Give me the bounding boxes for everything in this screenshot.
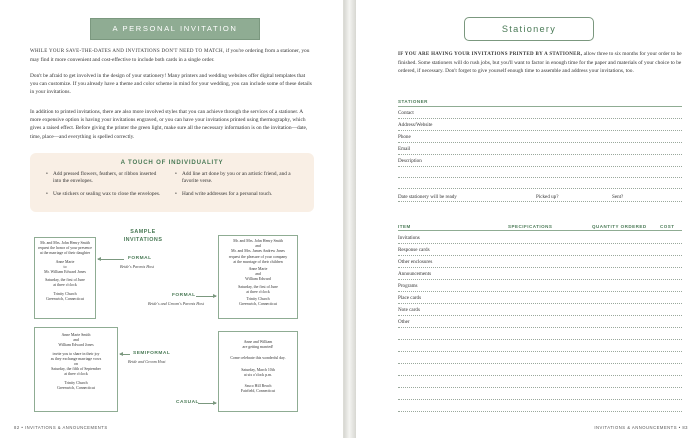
card-line: at the marriage of their children <box>233 259 283 264</box>
table-row-line[interactable] <box>398 399 682 400</box>
paragraph-design: Don't be afraid to get involved in the design of your stationery! Many printers and wedding websites offer digital templates that you can customize. If you already have a theme and color scheme in mind for your wedding, you can include some of these details in your invitations. <box>30 73 312 96</box>
tip-bullet: • Add pressed flowers, feathers, or ribbon inserted into the envelopes. <box>46 171 164 186</box>
card-line: Saturday, the first of June <box>45 278 85 283</box>
paragraph-intro <box>30 47 314 64</box>
table-row-line[interactable] <box>398 375 682 376</box>
card-line: Anne and William <box>243 340 273 344</box>
table-row-line[interactable] <box>398 267 682 268</box>
label-casual: CASUAL <box>176 400 199 405</box>
card-line: Saturday, the first of June <box>238 284 278 289</box>
card-line: Come celebrate this wonderful day. <box>230 356 286 361</box>
field-label-contact: Contact <box>398 110 414 116</box>
arrow-casual <box>198 403 216 404</box>
card-line: Sasco Hill Beach <box>244 384 272 389</box>
table-header-item: ITEM <box>398 224 411 229</box>
card-line: Anne Marie <box>248 267 268 272</box>
card-line: as they exchange marriage vows <box>50 356 102 361</box>
table-row-note-cards: Note cards <box>398 307 420 313</box>
card-line: on <box>74 362 78 367</box>
invitation-card-formal <box>34 237 96 319</box>
invitation-card-semiformal <box>34 327 118 412</box>
table-header-quantity: QUANTITY ORDERED <box>592 224 647 229</box>
paragraph-lead: WHILE YOUR SAVE-THE-DATES AND INVITATIONS DON'T NEED TO MATCH, <box>30 49 225 54</box>
card-line: Greenwich, Connecticut <box>46 296 84 301</box>
stationer-rule <box>398 106 682 107</box>
arrow-formal-both <box>196 296 216 297</box>
tip-bullet: • Hand write addresses for a personal touch. <box>175 191 303 198</box>
label-formal-both-host: Bride's and Groom's Parents Host <box>148 301 205 306</box>
invitation-card-casual <box>218 331 298 412</box>
tip-box-title: A TOUCH OF INDIVIDUALITY <box>120 159 224 166</box>
paragraph-rest: if you're ordering from a stationer, you may find it more convenient and cost-effective to include both cards in a single order. <box>30 48 310 64</box>
card-line: are getting married! <box>242 345 274 350</box>
date-ready-label: Date stationery will be ready <box>398 194 457 200</box>
card-line: request the honor of your presence <box>38 246 92 251</box>
table-rule <box>398 230 682 231</box>
table-row-line[interactable] <box>398 387 682 388</box>
invitation-card-formal-both <box>218 235 298 319</box>
right-page <box>356 0 700 438</box>
card-line: Greenwich, Connecticut <box>57 385 95 390</box>
field-label-description: Description <box>398 158 422 164</box>
table-row-line[interactable] <box>398 339 682 340</box>
card-line: and <box>73 338 79 343</box>
card-line: Trinity Church <box>64 380 88 385</box>
arrow-formal <box>98 259 124 260</box>
card-line: Mr. William Edward Jones <box>44 270 86 275</box>
table-row-response-cards: Response cards <box>398 247 430 253</box>
table-row-line[interactable] <box>398 279 682 280</box>
card-line: Mr. and Mrs. John Henry Smith <box>233 239 283 243</box>
card-line: and <box>255 244 261 249</box>
page-folio-right: INVITATIONS & ANNOUNCEMENTS • 83 <box>594 425 688 430</box>
paragraph-printing: In addition to printed invitations, there are also more involved styles that you can achieve through the services of a stationer. A more expensive option is having your invitations engraved, or you can have your invitations printed using thermography, which gives a raised effect. Before giving the printer the green light, make sure all the necessary information is on the invitation—date, time, place—and everything is spelled correctly. <box>30 109 308 140</box>
table-row-announcements: Announcements <box>398 271 432 277</box>
card-line: Saturday, the fifth of September <box>51 367 101 372</box>
tip-bullet: • Add line art done by you or an artistic friend, and a favorite verse. <box>175 171 303 186</box>
table-row-line[interactable] <box>398 243 682 244</box>
field-line[interactable] <box>398 130 682 131</box>
table-row-line[interactable] <box>398 411 682 412</box>
card-line: Mr. and Mrs. John Henry Smith <box>40 241 90 245</box>
field-line[interactable] <box>398 188 682 189</box>
field-line[interactable] <box>398 142 682 143</box>
picked-up-label: Picked up? <box>536 194 559 200</box>
paragraph-rest: allow three to six months for your order to be finished. Some stationers will do rush jobs, but you'll want to factor in enough time for the paper and materials of your choice to be ordered, if necessary. Don't forget to give yourself enough time to assemble and address your invitations, too. <box>398 51 682 75</box>
card-line: William Edward <box>245 277 271 282</box>
card-line: request the pleasure of your company <box>228 254 288 259</box>
field-label-address: Address/Website <box>398 122 433 128</box>
table-row-programs: Programs <box>398 283 418 289</box>
sent-label: Sent? <box>612 194 624 200</box>
samples-title-line: SAMPLE <box>130 229 156 235</box>
page-folio-left: 82 • INVITATIONS & ANNOUNCEMENTS <box>14 425 108 430</box>
section-banner: A PERSONAL INVITATION <box>90 18 260 40</box>
table-row-other: Other <box>398 319 410 325</box>
section-banner: Stationery <box>464 17 594 41</box>
table-row-line[interactable] <box>398 303 682 304</box>
field-line[interactable] <box>398 166 682 167</box>
label-formal-host: Bride's Parents Host <box>120 264 154 269</box>
label-semiformal: SEMIFORMAL <box>133 351 171 356</box>
card-line: Saturday, March 10th <box>241 367 275 372</box>
card-line: William Edward Jones <box>58 343 94 348</box>
card-line: Greenwich, Connecticut <box>239 302 277 307</box>
tip-bullet: • Use stickers or sealing wax to close the envelopes. <box>46 191 164 198</box>
arrow-semiformal <box>120 354 130 355</box>
card-line: to <box>63 264 67 269</box>
field-line[interactable] <box>398 177 682 178</box>
field-line[interactable] <box>398 118 682 119</box>
table-row-line[interactable] <box>398 315 682 316</box>
field-label-phone: Phone <box>398 134 411 140</box>
paragraph-lead: IF YOU ARE HAVING YOUR INVITATIONS PRINTED BY A STATIONER, <box>398 52 583 57</box>
card-line: invite you to share in their joy <box>52 351 100 356</box>
table-header-cost: COST <box>660 224 675 229</box>
card-line: at three o'clock <box>53 283 77 288</box>
card-line: Fairfield, Connecticut <box>240 389 276 394</box>
table-row-line[interactable] <box>398 363 682 364</box>
table-row-other-enclosures: Other enclosures <box>398 259 433 265</box>
label-semiformal-host: Bride and Groom Host <box>128 359 166 364</box>
card-line: Trinity Church <box>53 291 77 296</box>
card-line: at six o'clock p.m. <box>243 372 273 377</box>
card-line: at three o'clock <box>246 289 270 294</box>
paragraph-stationer <box>398 50 683 76</box>
card-line: Trinity Church <box>246 297 270 302</box>
field-line[interactable] <box>398 201 682 202</box>
table-header-specifications: SPECIFICATIONS <box>508 224 553 229</box>
table-row-invitations: Invitations <box>398 235 420 241</box>
book-gutter <box>344 0 356 438</box>
card-line: Anne Marie <box>55 259 75 264</box>
card-line: and <box>255 272 261 277</box>
table-row-line[interactable] <box>398 351 682 352</box>
label-formal-both: FORMAL <box>172 293 196 298</box>
stationer-heading: STATIONER <box>398 99 428 104</box>
card-line: at the marriage of their daughter <box>39 251 91 256</box>
label-formal: FORMAL <box>128 256 152 261</box>
table-row-line[interactable] <box>398 291 682 292</box>
card-line: Anne Marie Smith <box>61 333 91 337</box>
card-line: Mr. and Mrs. James Andrew Jones <box>231 249 285 254</box>
left-page <box>0 0 344 438</box>
table-row-line[interactable] <box>398 327 682 328</box>
field-line[interactable] <box>398 154 682 155</box>
field-label-email: Email <box>398 146 411 152</box>
table-row-line[interactable] <box>398 255 682 256</box>
card-line: at three o'clock <box>64 372 88 377</box>
samples-title-line: INVITATIONS <box>123 237 163 243</box>
table-row-place-cards: Place cards <box>398 295 422 301</box>
tip-box <box>30 153 314 212</box>
samples-title <box>113 228 173 244</box>
